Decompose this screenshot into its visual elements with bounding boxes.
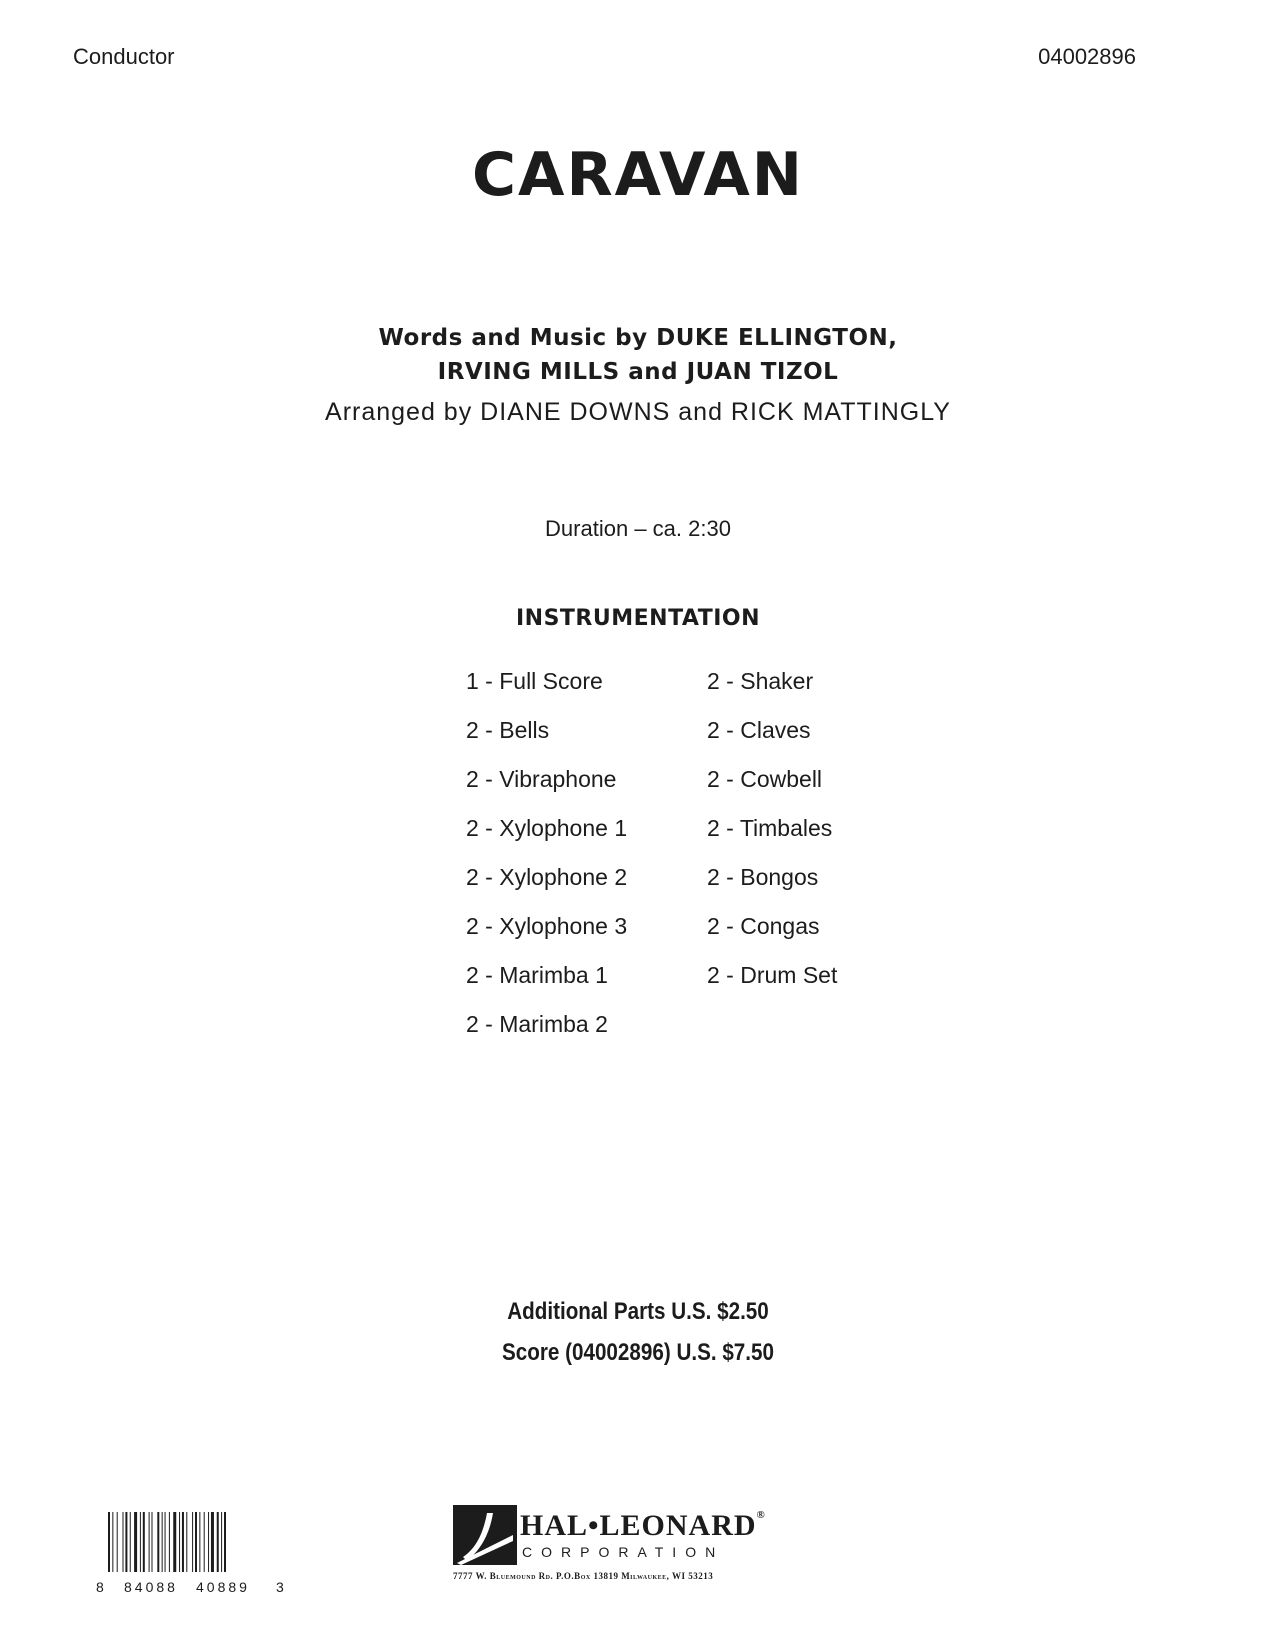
composer-credit-line-1: Words and Music by DUKE ELLINGTON, — [378, 325, 898, 351]
barcode-bar — [169, 1512, 170, 1572]
barcode-bar — [152, 1512, 153, 1572]
instrument-item: 2 - Cowbell — [707, 766, 823, 792]
instrument-list-right — [707, 668, 837, 1011]
barcode — [108, 1512, 284, 1572]
instrument-item: 2 - Bongos — [707, 864, 819, 890]
barcode-bar — [125, 1512, 127, 1572]
barcode-bar — [143, 1512, 145, 1572]
instrument-item: 2 - Timbales — [707, 815, 833, 841]
instrument-item: 2 - Vibraphone — [466, 766, 617, 792]
part-label: Conductor — [73, 44, 175, 69]
score-price: Score (04002896) U.S. $7.50 — [502, 1339, 774, 1366]
instrument-item: 2 - Shaker — [707, 668, 814, 694]
barcode-bar — [149, 1512, 150, 1572]
barcode-bar — [217, 1512, 219, 1572]
instrument-item: 2 - Bells — [466, 717, 550, 743]
barcode-bar — [186, 1512, 187, 1572]
barcode-bar — [195, 1512, 197, 1572]
barcode-bar — [140, 1512, 141, 1572]
additional-parts-price: Additional Parts U.S. $2.50 — [507, 1298, 769, 1325]
barcode-bar — [173, 1512, 176, 1572]
barcode-bar — [157, 1512, 159, 1572]
instrument-item: 2 - Xylophone 1 — [466, 815, 628, 841]
barcode-bar — [221, 1512, 222, 1572]
instrument-item: 2 - Xylophone 3 — [466, 913, 628, 939]
barcode-bar — [208, 1512, 209, 1572]
hal-leonard-logo-icon — [453, 1505, 517, 1565]
barcode-bar — [165, 1512, 166, 1572]
barcode-bar — [134, 1512, 137, 1572]
instrumentation-heading: INSTRUMENTATION — [515, 606, 760, 631]
barcode-bar — [182, 1512, 184, 1572]
barcode-digit-group: 84088 — [124, 1579, 178, 1595]
barcode-bar — [162, 1512, 163, 1572]
barcode-bar — [108, 1512, 110, 1572]
barcode-bar — [204, 1512, 205, 1572]
barcode-digit-group: 8 — [96, 1579, 104, 1595]
arranger-credit: Arranged by DIANE DOWNS and RICK MATTINGLY — [325, 398, 951, 426]
instrument-item: 2 - Congas — [707, 913, 820, 939]
barcode-bar — [112, 1512, 113, 1572]
catalog-number: 04002896 — [1038, 44, 1136, 69]
barcode-bar — [192, 1512, 193, 1572]
barcode-digit-group: 40889 — [196, 1579, 250, 1595]
instrument-item: 2 - Claves — [707, 717, 811, 743]
instrument-item: 2 - Xylophone 2 — [466, 864, 628, 890]
instrument-item: 1 - Full Score — [466, 668, 603, 694]
composer-credit-line-2: IRVING MILLS and JUAN TIZOL — [437, 359, 839, 385]
publisher-corporation: CORPORATION — [522, 1544, 725, 1560]
instrument-item: 2 - Marimba 1 — [466, 962, 608, 988]
barcode-bar — [224, 1512, 226, 1572]
instrument-item: 2 - Marimba 2 — [466, 1011, 608, 1037]
barcode-bar — [117, 1512, 118, 1572]
publisher-address: 7777 W. Bluemound Rd. P.O.Box 13819 Milwaukee, WI 53213 — [453, 1571, 714, 1581]
barcode-bar — [211, 1512, 214, 1572]
publisher-name: HAL•LEONARD® — [520, 1509, 766, 1542]
piece-title: CARAVAN — [471, 140, 805, 210]
barcode-bar — [179, 1512, 180, 1572]
instrument-list-left — [466, 668, 627, 1060]
barcode-bar — [130, 1512, 131, 1572]
instrument-item: 2 - Drum Set — [707, 962, 838, 988]
barcode-bar — [199, 1512, 200, 1572]
duration: Duration – ca. 2:30 — [545, 516, 731, 541]
barcode-bar — [123, 1512, 124, 1572]
barcode-digit-group: 3 — [276, 1579, 284, 1595]
